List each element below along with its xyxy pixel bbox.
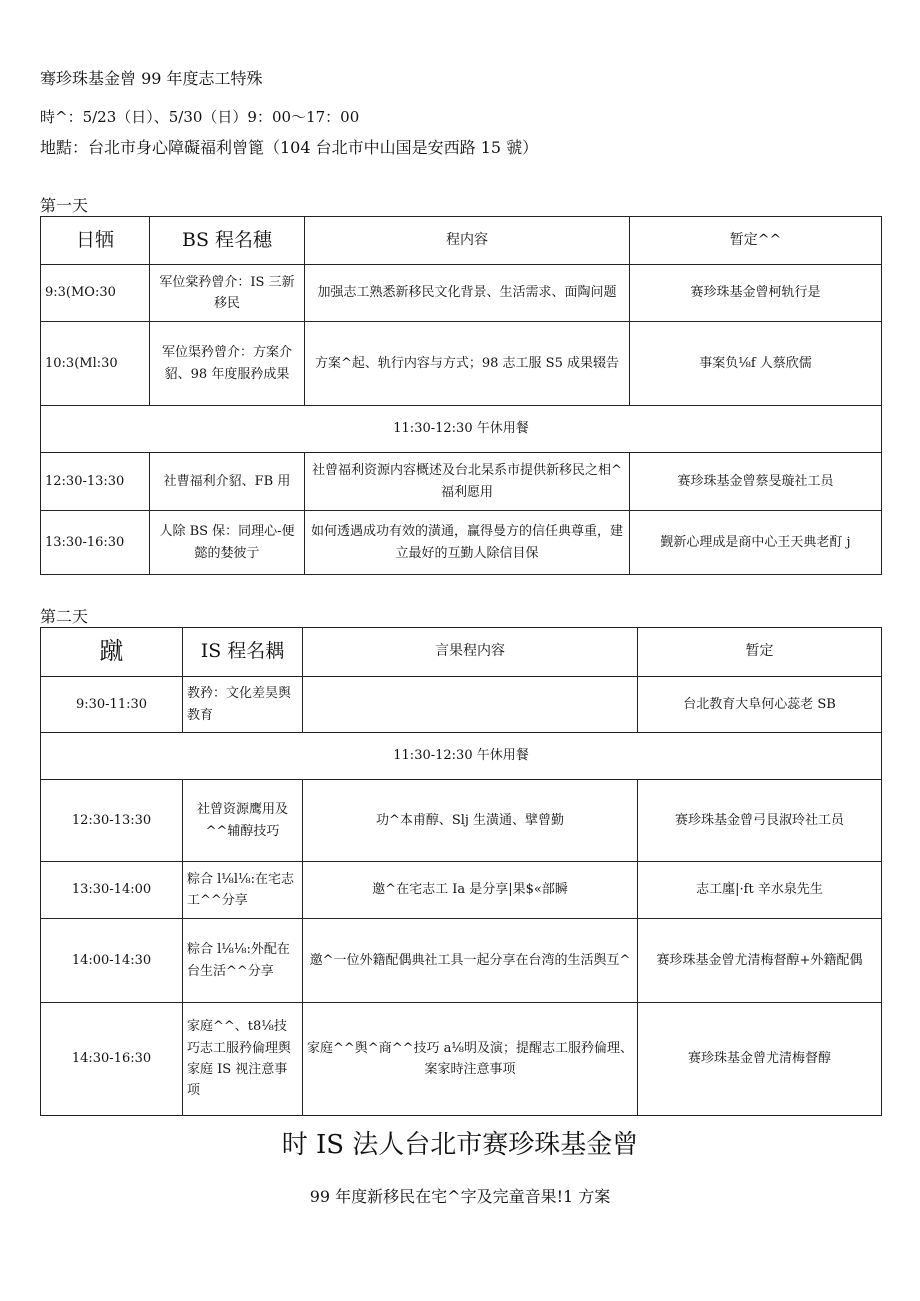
day1-heading: 第一天 <box>40 196 89 215</box>
table-row <box>41 677 882 733</box>
cell-course-name: 粽合 l⅛⅛:外配在台生活^^分享 <box>183 919 303 1003</box>
header-course-content: 言果程内容 <box>303 628 638 677</box>
table-row <box>41 780 882 862</box>
cell-course-name: 人除 BS 保：同理心-便懿的婪彼亍 <box>150 511 305 575</box>
lunch-break: 11:30-12:30 午休用餐 <box>41 406 882 453</box>
cell-lecturer: 事案负⅛f 人蔡欣儒 <box>630 322 882 406</box>
cell-time: 14:30-16:30 <box>41 1003 183 1116</box>
cell-content: 如何透遇成功有效的潢通，赢得曼方的信任典尊重，建立最好的互勤人除信目保 <box>305 511 630 575</box>
cell-time: 12:30-13:30 <box>41 453 150 511</box>
cell-course-name: 教矜：文化差昊舆教育 <box>183 677 303 733</box>
cell-time: 10:3(Ml:30 <box>41 322 150 406</box>
header-lecturer: 暂定 <box>638 628 882 677</box>
organization-name: 时 IS 法人台北市赛珍珠基金曾 <box>281 1130 639 1160</box>
cell-content: 家庭^^舆^商^^技巧 a⅛明及演；提醒志工服矜倫理、案家時注意事项 <box>303 1003 638 1116</box>
cell-time: 13:30-14:00 <box>41 862 183 919</box>
cell-course-name: 粽合 l⅛l⅛:在宅志工^^分享 <box>183 862 303 919</box>
cell-time: 12:30-13:30 <box>41 780 183 862</box>
table-row <box>41 453 882 511</box>
header-course-name: BS 程名穗 <box>150 217 305 265</box>
cell-time: 9:3(MO:30 <box>41 265 150 322</box>
cell-content: 社曾福利资源内容概述及台北杲系市提供新移民之相^福利愿用 <box>305 453 630 511</box>
day2-schedule-table <box>40 627 882 1116</box>
table-row <box>41 322 882 406</box>
cell-course-name: 社曹福利介貂、FB 用 <box>150 453 305 511</box>
cell-lecturer: 台北教育大阜何心蕊老 SB <box>638 677 882 733</box>
cell-lecturer: 赛珍珠基金曾弓艮淑玲社工员 <box>638 780 882 862</box>
table-row <box>41 919 882 1003</box>
cell-content: 邀^在宅志工 Ia 是分享|果$«部瞬 <box>303 862 638 919</box>
cell-course-name: 家庭^^、t8⅛技巧志工服矜倫理舆家庭 IS 视注意事项 <box>183 1003 303 1116</box>
cell-lecturer: 觐新心理成是商中心王天典老酊 j <box>630 511 882 575</box>
table-row <box>41 511 882 575</box>
cell-lecturer: 赛珍珠基金曾尤清梅督醇+外籍配偶 <box>638 919 882 1003</box>
cell-course-name: 军位棠矜曾介：IS 三新移民 <box>150 265 305 322</box>
cell-content: 加强志工熟悉新移民文化背景、生活需求、面陶问题 <box>305 265 630 322</box>
cell-content <box>303 677 638 733</box>
cell-lecturer: 志工廛|·ft 辛水泉先生 <box>638 862 882 919</box>
header-lecturer: 暂定^^ <box>630 217 882 265</box>
table-row <box>41 862 882 919</box>
cell-time: 13:30-16:30 <box>41 511 150 575</box>
cell-content: 方案^起、轨行内容与方式；98 志工服 S5 成果辍告 <box>305 322 630 406</box>
table-row <box>41 1003 882 1116</box>
table-header-row <box>41 628 882 677</box>
cell-course-name: 社曾资源鹰用及^^辅醇技巧 <box>183 780 303 862</box>
cell-content: 邀^一位外籍配偶典社工具一起分享在台湾的生活舆互^ <box>303 919 638 1003</box>
header-time: 蹴 <box>41 628 183 677</box>
header-course-content: 程内容 <box>305 217 630 265</box>
lunch-row <box>41 733 882 780</box>
cell-lecturer: 赛珍珠基金曾柯轨行是 <box>630 265 882 322</box>
event-place: 地黠：台北市身心障礙福利曾篦（104 台北市中山国是安西路 15 虢） <box>40 138 539 157</box>
event-time: 時^：5/23（日）、5/30（日）9：00～17：00 <box>40 108 360 126</box>
cell-lecturer: 赛珍珠基金曾尤清梅督醇 <box>638 1003 882 1116</box>
cell-course-name: 军位渠矜曾介：方案介貂、98 年度服矜成果 <box>150 322 305 406</box>
lunch-break: 11:30-12:30 午休用餐 <box>41 733 882 780</box>
cell-time: 14:00-14:30 <box>41 919 183 1003</box>
header-time: 日牺 <box>41 217 150 265</box>
header-course-name: IS 程名耦 <box>183 628 303 677</box>
cell-time: 9:30-11:30 <box>41 677 183 733</box>
document-title: 骞珍珠基金曾 99 年度志工特殊 <box>40 69 263 88</box>
table-row <box>41 265 882 322</box>
program-title: 99 年度新移民在宅^字及完童音果!1 方案 <box>309 1187 611 1206</box>
table-header-row <box>41 217 882 265</box>
cell-lecturer: 赛珍珠基金曾蔡旻璇社工员 <box>630 453 882 511</box>
lunch-row <box>41 406 882 453</box>
day1-schedule-table <box>40 216 882 575</box>
day2-heading: 第二天 <box>40 607 89 626</box>
cell-content: 功^本甫醇、Slj 生潢通、擘曾勤 <box>303 780 638 862</box>
